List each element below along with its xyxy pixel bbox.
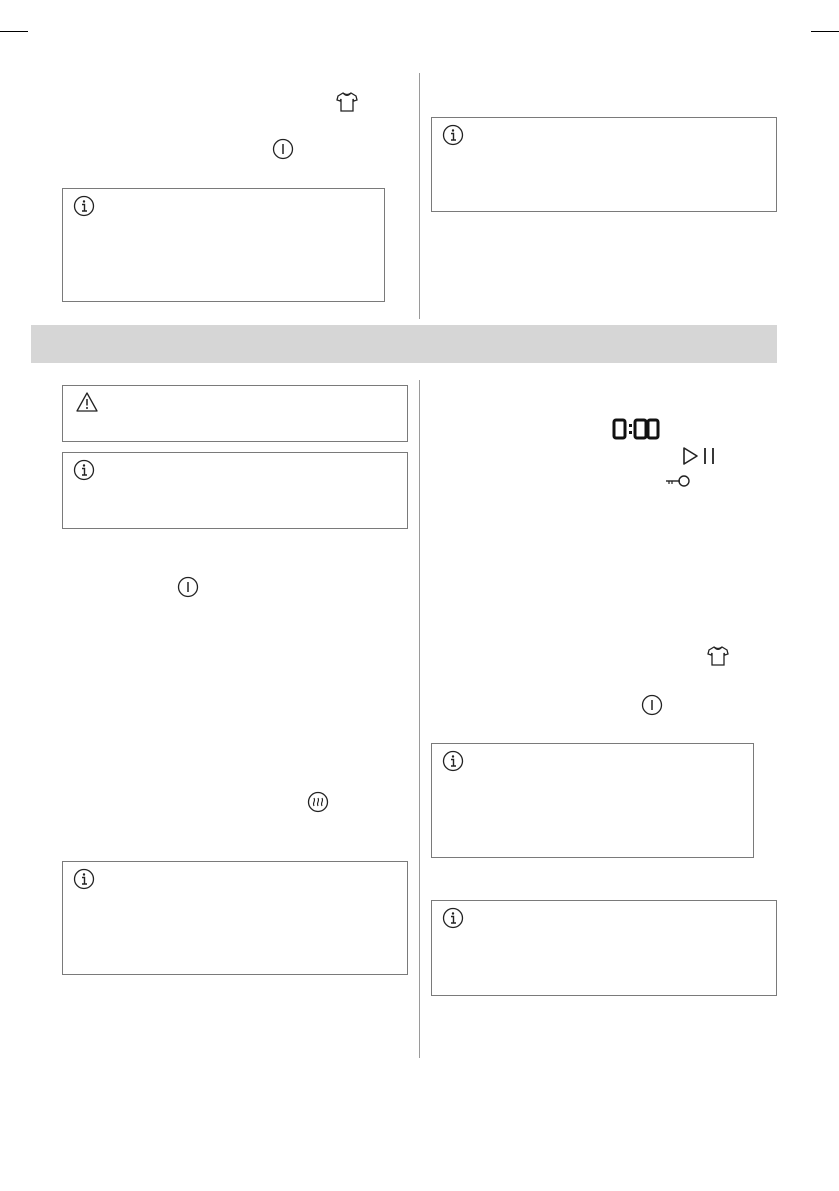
section-heading-bar bbox=[31, 325, 777, 363]
info-icon bbox=[442, 907, 464, 929]
info-icon bbox=[73, 195, 95, 217]
warning-icon bbox=[75, 391, 99, 413]
power-icon bbox=[177, 576, 199, 598]
info-note-box bbox=[62, 861, 408, 975]
time-display-icon bbox=[612, 418, 660, 440]
column-divider-bottom bbox=[419, 380, 420, 1058]
info-icon bbox=[73, 868, 95, 890]
shirt-icon bbox=[707, 646, 729, 666]
power-icon bbox=[641, 694, 663, 716]
crop-mark bbox=[0, 31, 28, 32]
info-note-box bbox=[431, 743, 754, 858]
info-icon bbox=[442, 124, 464, 146]
power-icon bbox=[272, 138, 294, 160]
info-note-box bbox=[62, 188, 385, 302]
info-icon bbox=[442, 750, 464, 772]
info-note-box bbox=[431, 900, 777, 996]
info-icon bbox=[73, 459, 95, 481]
info-note-box bbox=[62, 452, 408, 529]
start-pause-icon bbox=[682, 446, 718, 466]
warning-note-box bbox=[62, 385, 408, 442]
info-note-box bbox=[431, 117, 777, 212]
shirt-icon bbox=[336, 92, 358, 112]
steam-icon bbox=[307, 791, 329, 813]
door-lock-icon bbox=[665, 474, 691, 488]
crop-mark bbox=[811, 31, 839, 32]
column-divider-top bbox=[419, 73, 420, 319]
